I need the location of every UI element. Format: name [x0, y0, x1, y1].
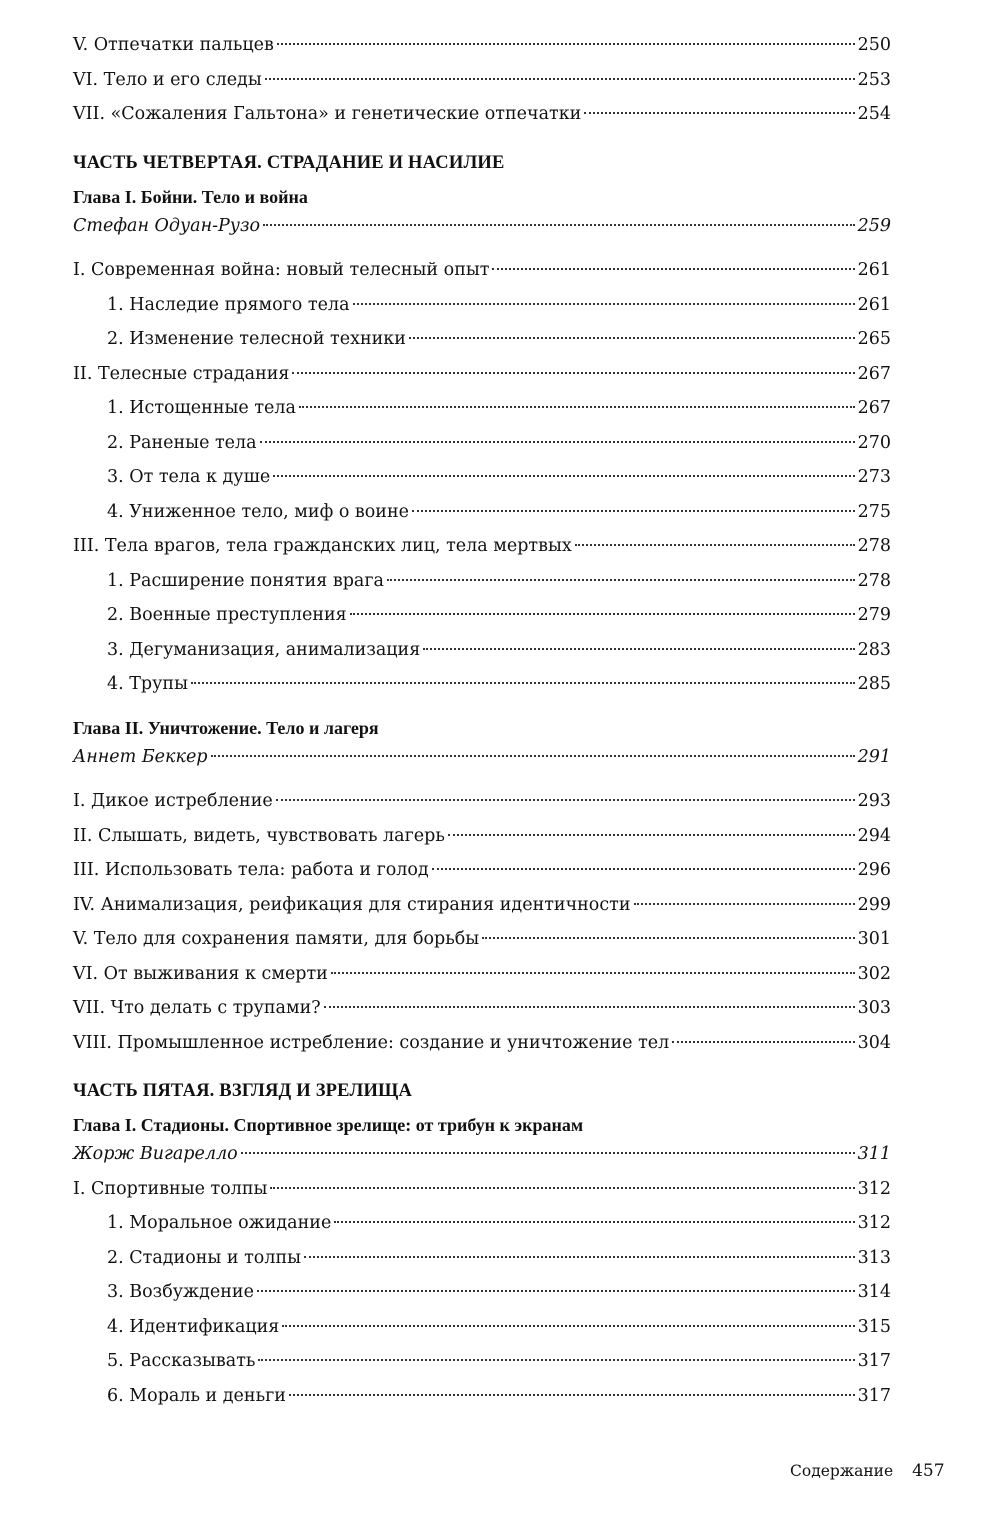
leader-dots: [334, 1221, 854, 1223]
leader-dots: [277, 43, 855, 45]
toc-entry[interactable]: [73, 819, 891, 854]
leader-dots: [575, 544, 855, 546]
chapter-heading: Глава I. Бойни. Тело и война: [73, 186, 308, 207]
chapter-heading: Глава I. Стадионы. Спортивное зрелище: от трибун к экранам: [73, 1115, 584, 1135]
chapter-author[interactable]: [73, 209, 891, 244]
toc-entry-label: 2. Стадионы и толпы: [107, 1247, 302, 1268]
toc-subentry[interactable]: [73, 633, 891, 668]
toc-entry-label: 3. От тела к душе: [107, 467, 271, 487]
toc-entry-label: III. Тела врагов, тела гражданских лиц, тела мертвых: [73, 536, 572, 556]
chapter-heading: Глава II. Уничтожение. Тело и лагеря: [73, 717, 379, 738]
toc-entry[interactable]: [73, 357, 891, 392]
toc-subentry[interactable]: [73, 667, 891, 702]
leader-dots: [331, 972, 855, 974]
toc-entry-label: VII. «Сожаления Гальтона» и генетические отпечатки: [73, 104, 582, 124]
toc-entry-label: 3. Дегуманизация, анимализация: [107, 639, 421, 660]
toc-entry[interactable]: [73, 529, 891, 564]
leader-dots: [350, 613, 855, 615]
leader-dots: [387, 579, 855, 581]
toc-subentry[interactable]: [73, 1241, 891, 1276]
part-heading: ЧАСТЬ ПЯТАЯ. ВЗГЛЯД И ЗРЕЛИЩА: [73, 1081, 413, 1101]
toc-entry-page: 312: [857, 1178, 891, 1199]
toc-entry-label: 2. Раненые тела: [107, 432, 257, 453]
toc-entry-label: IV. Анимализация, реификация для стирания идентичности: [73, 894, 631, 915]
toc-entry-label: 4. Идентификация: [107, 1316, 280, 1337]
leader-dots: [257, 1290, 855, 1292]
toc-entry-label: 4. Трупы: [107, 674, 189, 694]
leader-dots: [292, 372, 854, 374]
toc-entry-label: VIII. Промышленное истребление: создание и уничтожение тел: [73, 1032, 670, 1053]
toc-subentry[interactable]: [73, 1275, 891, 1310]
toc-entry-page: 259: [857, 215, 891, 236]
toc-entry-label: 6. Мораль и деньги: [107, 1385, 286, 1406]
toc-entry-page: 273: [857, 467, 891, 487]
toc-entry-page: 279: [857, 605, 891, 625]
toc-entry-page: 291: [857, 746, 891, 767]
toc-entry[interactable]: [73, 784, 891, 819]
toc-entry[interactable]: [73, 253, 891, 288]
toc-entry-page: 304: [857, 1032, 891, 1053]
toc-entry-label: I. Дикое истребление: [73, 791, 273, 811]
toc-entry-page: 296: [857, 860, 891, 880]
leader-dots: [276, 799, 855, 801]
toc-entry-page: 278: [857, 536, 891, 556]
toc-entry-page: 275: [857, 501, 891, 522]
toc-entry-label: V. Тело для сохранения памяти, для борьбы: [73, 929, 480, 949]
toc-entry-page: 267: [857, 363, 891, 384]
leader-dots: [273, 475, 854, 477]
author-name: Стефан Одуан-Рузо: [73, 215, 261, 236]
toc-entry-page: 285: [857, 674, 891, 694]
toc-entry-page: 250: [857, 35, 891, 55]
toc-entry[interactable]: [73, 63, 891, 98]
toc-entry-label: V. Отпечатки пальцев: [73, 35, 274, 55]
toc-entry-page: 293: [857, 791, 891, 811]
leader-dots: [482, 937, 854, 939]
page-footer: [790, 1461, 945, 1481]
leader-dots: [412, 510, 855, 512]
toc-entry-label: II. Слышать, видеть, чувствовать лагерь: [73, 825, 445, 846]
part-heading: ЧАСТЬ ЧЕТВЕРТАЯ. СТРАДАНИЕ И НАСИЛИЕ: [73, 152, 505, 173]
leader-dots: [289, 1394, 855, 1396]
page-number: 457: [912, 1461, 945, 1481]
leader-dots: [263, 224, 855, 226]
toc-entry-page: 261: [857, 294, 891, 315]
toc-subentry[interactable]: [73, 1206, 891, 1241]
toc-entry-page: 278: [857, 570, 891, 591]
toc-subentry[interactable]: [73, 564, 891, 599]
toc-entry-label: VII. Что делать с трупами?: [73, 998, 321, 1018]
toc-subentry[interactable]: [73, 598, 891, 633]
leader-dots: [211, 755, 855, 757]
toc-entry-page: 302: [857, 963, 891, 984]
leader-dots: [282, 1325, 854, 1327]
leader-dots: [492, 268, 854, 270]
chapter-author[interactable]: [73, 1137, 891, 1172]
toc-entry-page: 301: [857, 929, 891, 949]
toc-subentry[interactable]: [73, 322, 891, 357]
toc-entry-page: 313: [857, 1247, 891, 1268]
toc-entry[interactable]: [73, 1172, 891, 1207]
toc-entry[interactable]: [73, 991, 891, 1026]
leader-dots: [241, 1152, 855, 1154]
toc-entry-label: 3. Возбуждение: [107, 1282, 254, 1302]
toc-entry-label: 1. Расширение понятия врага: [107, 570, 384, 591]
toc-subentry[interactable]: [73, 1379, 891, 1414]
toc-subentry[interactable]: [73, 391, 891, 426]
toc-entry-page: 314: [857, 1282, 891, 1302]
leader-dots: [353, 303, 855, 305]
toc-entry-page: 315: [857, 1316, 891, 1337]
toc-subentry[interactable]: [73, 1344, 891, 1379]
toc-entry-page: 299: [857, 894, 891, 915]
toc-entry-label: I. Спортивные толпы: [73, 1178, 268, 1199]
toc-entry-label: II. Телесные страдания: [73, 363, 290, 384]
leader-dots: [265, 78, 855, 80]
toc-entry-page: 294: [857, 825, 891, 846]
toc-subentry[interactable]: [73, 495, 891, 530]
leader-dots: [299, 406, 855, 408]
toc-subentry[interactable]: [73, 460, 891, 495]
toc-entry-page: 311: [857, 1144, 891, 1164]
toc-entry[interactable]: [73, 28, 891, 63]
leader-dots: [672, 1041, 854, 1043]
toc-entry-page: 261: [857, 260, 891, 280]
leader-dots: [432, 868, 855, 870]
author-name: Жорж Вигарелло: [73, 1144, 238, 1164]
toc-entry-label: I. Современная война: новый телесный опыт: [73, 260, 490, 280]
toc-entry-page: 254: [857, 104, 891, 124]
table-of-contents: [73, 28, 891, 1413]
toc-entry[interactable]: [73, 888, 891, 923]
toc-entry[interactable]: [73, 97, 891, 132]
toc-entry[interactable]: [73, 1026, 891, 1061]
leader-dots: [634, 903, 855, 905]
toc-entry[interactable]: [73, 853, 891, 888]
toc-entry-label: 1. Истощенные тела: [107, 398, 296, 418]
author-name: Аннет Беккер: [73, 746, 208, 767]
toc-entry[interactable]: [73, 922, 891, 957]
leader-dots: [260, 441, 855, 443]
toc-subentry[interactable]: [73, 1310, 891, 1345]
toc-entry-label: 2. Изменение телесной техники: [107, 329, 406, 349]
toc-entry-page: 270: [857, 432, 891, 453]
toc-subentry[interactable]: [73, 288, 891, 323]
leader-dots: [258, 1359, 854, 1361]
toc-entry-label: VI. От выживания к смерти: [73, 963, 328, 984]
toc-entry-label: 5. Рассказывать: [107, 1351, 256, 1371]
leader-dots: [448, 834, 855, 836]
toc-entry-label: 2. Военные преступления: [107, 605, 347, 625]
toc-entry-page: 283: [857, 639, 891, 660]
toc-entry-page: 317: [857, 1351, 891, 1371]
toc-entry-page: 312: [857, 1213, 891, 1233]
leader-dots: [324, 1006, 855, 1008]
toc-entry-page: 317: [857, 1385, 891, 1406]
toc-entry-page: 253: [857, 69, 891, 90]
toc-entry[interactable]: [73, 957, 891, 992]
toc-entry-label: III. Использовать тела: работа и голод: [73, 860, 429, 880]
toc-entry-label: 4. Униженное тело, миф о воине: [107, 501, 409, 522]
toc-subentry[interactable]: [73, 426, 891, 461]
toc-entry-page: 267: [857, 398, 891, 418]
leader-dots: [423, 648, 854, 650]
leader-dots: [409, 337, 855, 339]
chapter-author[interactable]: [73, 740, 891, 775]
leader-dots: [304, 1256, 855, 1258]
toc-entry-page: 265: [857, 329, 891, 349]
toc-entry-label: VI. Тело и его следы: [73, 69, 262, 90]
leader-dots: [270, 1187, 854, 1189]
running-title: Содержание: [790, 1462, 894, 1480]
leader-dots: [191, 682, 855, 684]
toc-entry-label: 1. Моральное ожидание: [107, 1213, 332, 1233]
leader-dots: [584, 112, 854, 114]
toc-entry-label: 1. Наследие прямого тела: [107, 294, 350, 315]
toc-entry-page: 303: [857, 998, 891, 1018]
